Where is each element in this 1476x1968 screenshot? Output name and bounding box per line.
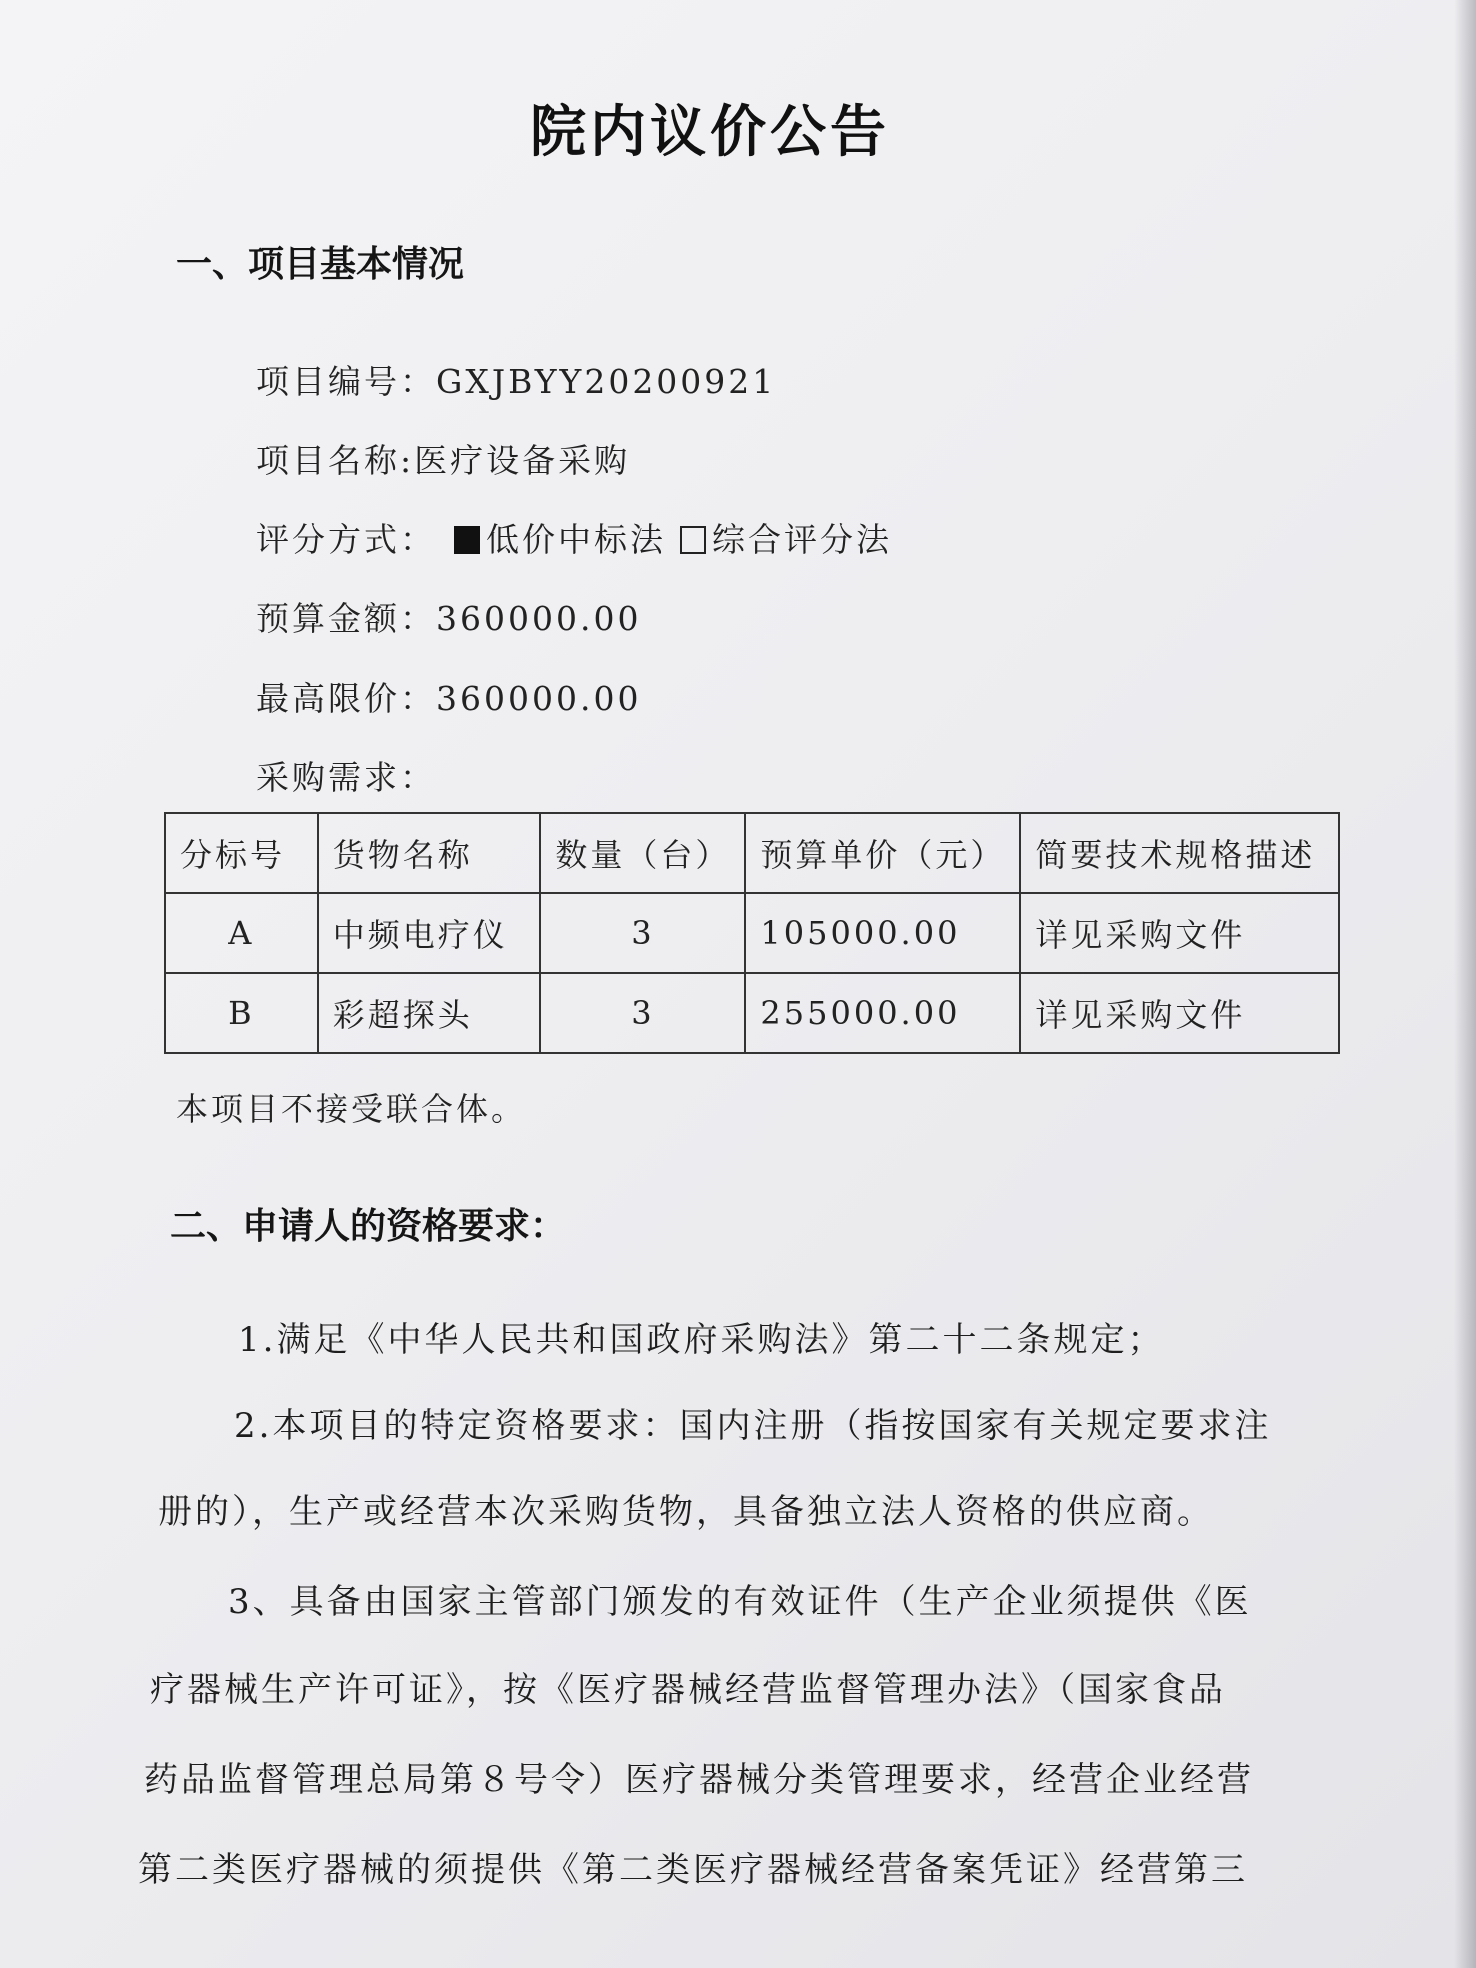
cell-price: 105000.00 [745,893,1020,973]
demand-label: 采购需求： [256,758,436,797]
scoring-option-low-price: 低价中标法 [486,520,666,559]
scoring-option-comprehensive: 综合评分法 [712,520,892,559]
requirement-line-4: 3、具备由国家主管部门颁发的有效证件（生产企业须提供《医 [228,1582,1252,1622]
cell-lot: B [165,973,318,1053]
cell-goods: 彩超探头 [318,973,541,1053]
document-title: 院内议价公告 [530,100,890,165]
table-row [165,893,1339,973]
page-edge-shadow [1454,0,1476,1968]
header-quantity: 数量（台） [540,813,745,893]
requirement-line-6: 药品监督管理总局第８号令）医疗器械分类管理要求，经营企业经营 [144,1760,1254,1800]
requirement-line-2: 2.本项目的特定资格要求：国内注册（指按国家有关规定要求注 [234,1406,1272,1446]
table-row [165,973,1339,1053]
scoring-label: 评分方式： [256,520,436,559]
header-goods-name: 货物名称 [318,813,541,893]
unchecked-box-icon [680,526,706,554]
requirement-line-5: 疗器械生产许可证》，按《医疗器械经营监督管理办法》（国家食品 [150,1670,1226,1710]
project-number: 项目编号：GXJBYY20200921 [256,362,777,401]
header-unit-price: 预算单价（元） [745,813,1020,893]
header-lot-no: 分标号 [165,813,318,893]
section2-heading: 二、申请人的资格要求： [170,1206,567,1247]
cell-goods: 中频电疗仪 [318,893,541,973]
table-header-row [165,813,1339,893]
procurement-table [164,812,1340,1054]
scoring-method [256,514,892,561]
header-spec: 简要技术规格描述 [1020,813,1339,893]
cell-quantity: 3 [540,893,745,973]
checked-box-icon [454,526,480,554]
cell-spec: 详见采购文件 [1020,893,1339,973]
requirement-line-1: 1.满足《中华人民共和国政府采购法》第二十二条规定； [238,1320,1165,1360]
max-price: 最高限价：360000.00 [256,679,642,718]
section1-heading: 一、项目基本情况 [176,244,465,285]
cell-quantity: 3 [540,973,745,1053]
requirement-line-7: 第二类医疗器械的须提供《第二类医疗器械经营备案凭证》经营第三 [138,1850,1248,1890]
cell-spec: 详见采购文件 [1020,973,1339,1053]
project-name: 项目名称:医疗设备采购 [256,441,631,480]
cell-price: 255000.00 [745,973,1020,1053]
consortium-note: 本项目不接受联合体。 [176,1090,527,1128]
budget-amount: 预算金额：360000.00 [256,599,642,638]
cell-lot: A [165,893,318,973]
requirement-line-3: 册的），生产或经营本次采购货物，具备独立法人资格的供应商。 [158,1492,1214,1532]
